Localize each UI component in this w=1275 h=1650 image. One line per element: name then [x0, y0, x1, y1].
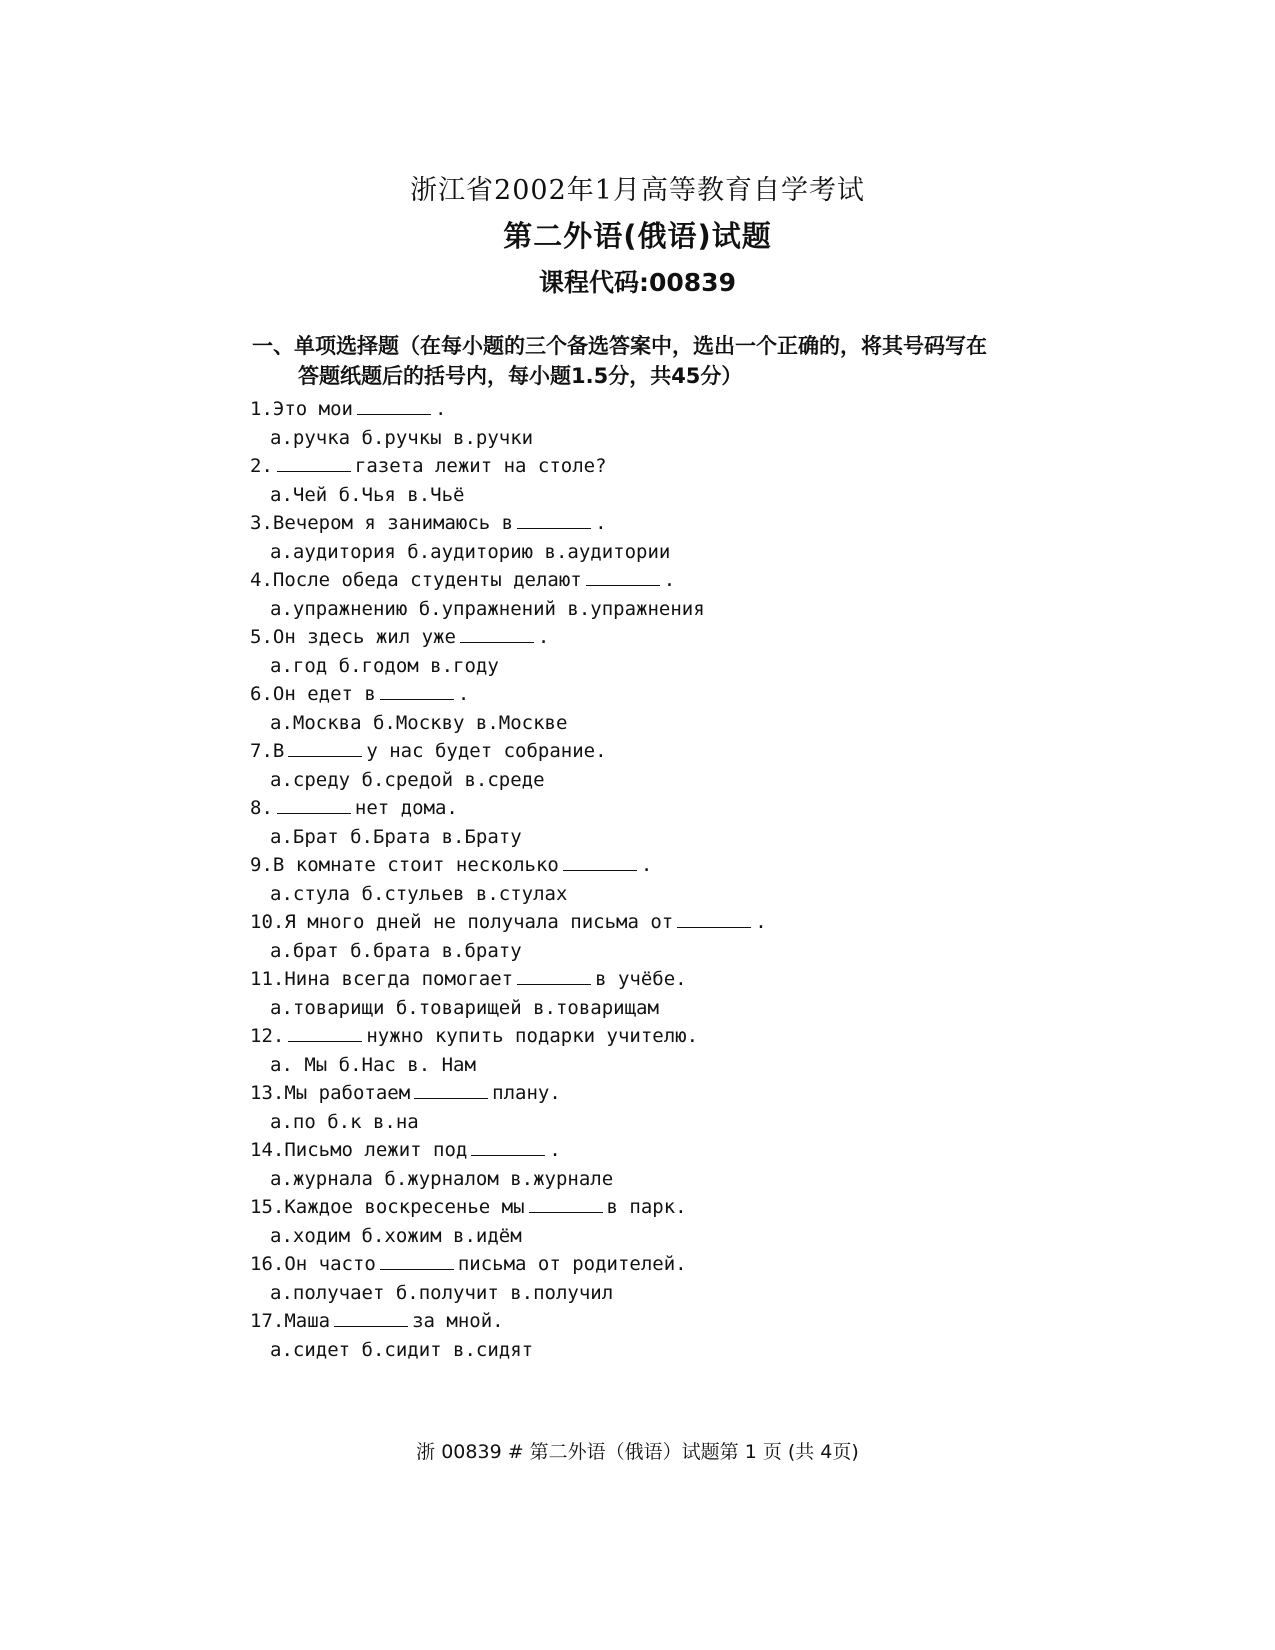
- question-prefix: 7.В: [250, 740, 285, 762]
- question-suffix: .: [537, 626, 550, 648]
- answer-options: а.брат б.брата в.брату: [270, 939, 522, 962]
- question-prefix: 14.Письмо лежит под: [250, 1139, 468, 1161]
- question-suffix: .: [595, 512, 607, 534]
- question-item: [250, 908, 1070, 965]
- question-list: [250, 395, 1070, 1364]
- question-text: [250, 1250, 1070, 1279]
- answer-options: а.упражнению б.упражнений в.упражнения: [270, 597, 705, 620]
- question-item: [250, 737, 1070, 794]
- answer-blank: [414, 1082, 488, 1099]
- answer-options: а. Мы б.Нас в. Нам: [270, 1053, 476, 1076]
- question-prefix: 8.: [250, 797, 273, 819]
- question-item: [250, 395, 1070, 452]
- section-heading-line2: 答题纸题后的括号内，每小题1.5分，共45分）: [298, 364, 743, 388]
- question-suffix: .: [640, 854, 653, 876]
- answer-options: а.товарищи б.товарищей в.товарищам: [270, 996, 659, 1019]
- answer-options: а.Брат б.Брата в.Брату: [270, 825, 522, 848]
- question-prefix: 10.Я много дней не получала письма от: [250, 911, 674, 933]
- question-suffix: .: [549, 1139, 561, 1161]
- question-text: [250, 965, 1070, 994]
- exam-title: 浙江省2002年1月高等教育自学考试: [410, 175, 865, 206]
- question-prefix: 1.Это мои: [250, 398, 353, 420]
- answer-blank: [380, 683, 454, 700]
- question-suffix: письма от родителей.: [457, 1253, 687, 1275]
- question-text: [250, 452, 1070, 481]
- answer-blank: [334, 1310, 408, 1327]
- question-prefix: 5.Он здесь жил уже: [250, 626, 456, 648]
- answer-blank: [586, 569, 660, 586]
- question-item: [250, 1307, 1070, 1364]
- answer-options: а.по б.к в.на: [270, 1110, 419, 1133]
- question-text: [250, 509, 1070, 538]
- question-item: [250, 1079, 1070, 1136]
- question-text: [250, 1193, 1070, 1222]
- question-prefix: 6.Он едет в: [250, 683, 376, 705]
- question-item: [250, 623, 1070, 680]
- question-text: [250, 737, 1070, 766]
- answer-options: а.ручка б.ручкы в.ручки: [270, 426, 534, 449]
- question-prefix: 4.После обеда студенты делают: [250, 569, 582, 591]
- question-item: [250, 1022, 1070, 1079]
- question-item: [250, 1250, 1070, 1307]
- question-item: [250, 509, 1070, 566]
- question-suffix: плану.: [492, 1082, 561, 1104]
- question-prefix: 13.Мы работаем: [250, 1082, 411, 1104]
- question-item: [250, 452, 1070, 509]
- answer-options: а.аудитория б.аудиторию в.аудитории: [270, 540, 671, 563]
- question-text: [250, 1079, 1070, 1108]
- section-heading: [252, 331, 1052, 391]
- question-item: [250, 851, 1070, 908]
- course-code: 课程代码:00839: [539, 268, 736, 297]
- question-text: [250, 623, 1070, 652]
- question-suffix: за мной.: [412, 1310, 504, 1332]
- question-text: [250, 1136, 1070, 1165]
- question-text: [250, 851, 1070, 880]
- question-suffix: в учёбе.: [595, 968, 687, 990]
- answer-blank: [529, 1196, 603, 1213]
- answer-blank: [277, 797, 351, 814]
- question-prefix: 2.: [250, 455, 273, 477]
- answer-options: а.Чей б.Чья в.Чьё: [270, 483, 465, 506]
- question-prefix: 12.: [250, 1025, 285, 1047]
- question-suffix: .: [663, 569, 676, 591]
- answer-options: а.среду б.средой в.среде: [270, 768, 545, 791]
- question-prefix: 9.В комнате стоит несколько: [250, 854, 559, 876]
- answer-options: а.сидет б.сидит в.сидят: [270, 1338, 534, 1361]
- question-item: [250, 566, 1070, 623]
- question-text: [250, 794, 1070, 823]
- answer-blank: [288, 740, 362, 757]
- question-suffix: .: [457, 683, 470, 705]
- question-item: [250, 1136, 1070, 1193]
- question-text: [250, 566, 1070, 595]
- question-text: [250, 680, 1070, 709]
- answer-blank: [357, 398, 431, 415]
- answer-options: а.получает б.получит в.получил: [270, 1281, 614, 1304]
- question-suffix: газета лежит на столе?: [354, 455, 607, 477]
- answer-blank: [460, 626, 534, 643]
- question-suffix: .: [434, 398, 447, 420]
- answer-blank: [288, 1025, 362, 1042]
- question-suffix: .: [755, 911, 767, 933]
- question-item: [250, 1193, 1070, 1250]
- question-prefix: 16.Он часто: [250, 1253, 376, 1275]
- question-item: [250, 794, 1070, 851]
- question-text: [250, 1022, 1070, 1051]
- question-item: [250, 680, 1070, 737]
- answer-blank: [380, 1253, 454, 1270]
- question-item: [250, 965, 1070, 1022]
- answer-blank: [517, 968, 591, 985]
- answer-blank: [563, 854, 637, 871]
- question-prefix: 17.Маша: [250, 1310, 331, 1332]
- question-text: [250, 908, 1070, 937]
- answer-options: а.стула б.стульев в.стулах: [270, 882, 568, 905]
- question-suffix: у нас будет собрание.: [366, 740, 607, 762]
- question-suffix: нет дома.: [354, 797, 458, 819]
- page-footer: 浙 00839 # 第二外语（俄语）试题第 1 页 (共 4页): [416, 1441, 859, 1463]
- question-text: [250, 395, 1070, 424]
- question-prefix: 15.Каждое воскресенье мы: [250, 1196, 525, 1218]
- answer-blank: [277, 455, 351, 472]
- answer-blank: [471, 1139, 545, 1156]
- question-suffix: нужно купить подарки учителю.: [366, 1025, 699, 1047]
- answer-options: а.ходим б.хожим в.идём: [270, 1224, 522, 1247]
- question-prefix: 11.Нина всегда помогает: [250, 968, 514, 990]
- answer-blank: [517, 512, 591, 529]
- subject-title: 第二外语(俄语)试题: [503, 219, 772, 253]
- answer-blank: [677, 911, 751, 928]
- section-heading-line1: 一、单项选择题（在每小题的三个备选答案中，选出一个正确的，将其号码写在: [252, 334, 987, 358]
- answer-options: а.журнала б.журналом в.журнале: [270, 1167, 614, 1190]
- question-suffix: в парк.: [606, 1196, 687, 1218]
- question-prefix: 3.Вечером я занимаюсь в: [250, 512, 514, 534]
- answer-options: а.год б.годом в.году: [270, 654, 499, 677]
- question-text: [250, 1307, 1070, 1336]
- answer-options: а.Москва б.Москву в.Москве: [270, 711, 568, 734]
